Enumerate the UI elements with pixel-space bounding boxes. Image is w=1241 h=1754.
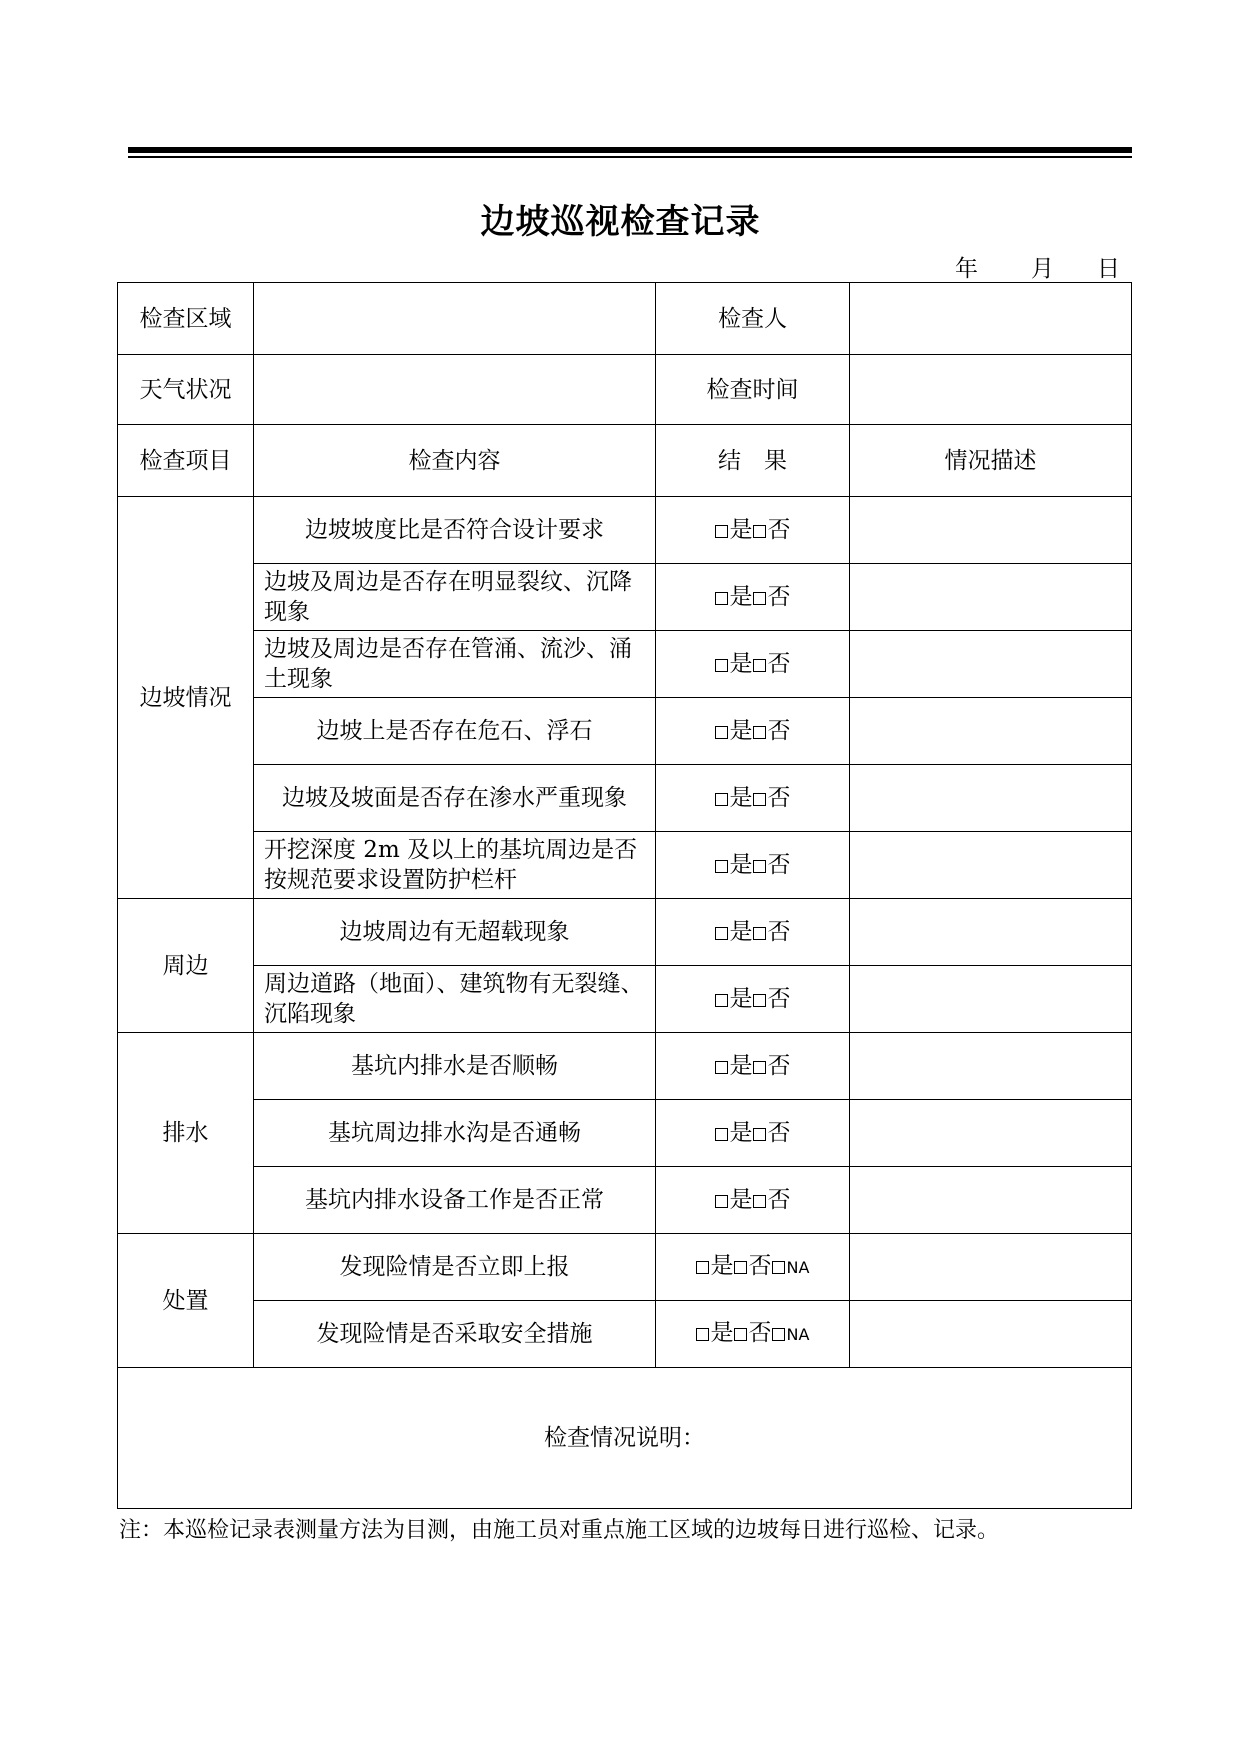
yes-checkbox[interactable] xyxy=(715,927,728,940)
result-options xyxy=(656,1301,850,1368)
group-label: 处置 xyxy=(118,1234,254,1368)
no-checkbox[interactable] xyxy=(753,592,766,605)
no-label: 否 xyxy=(767,785,791,811)
description-cell[interactable] xyxy=(850,564,1132,631)
no-checkbox[interactable] xyxy=(753,793,766,806)
yes-checkbox[interactable] xyxy=(715,525,728,538)
table-row xyxy=(118,1167,1132,1234)
result-options xyxy=(656,765,850,832)
check-content: 基坑周边排水沟是否通畅 xyxy=(254,1100,656,1167)
no-label: 否 xyxy=(767,651,791,677)
check-content: 基坑内排水设备工作是否正常 xyxy=(254,1167,656,1234)
yes-label: 是 xyxy=(729,1053,753,1079)
table-row xyxy=(118,283,1132,355)
description-cell[interactable] xyxy=(850,966,1132,1033)
description-cell[interactable] xyxy=(850,1100,1132,1167)
time-label: 检查时间 xyxy=(656,355,850,425)
na-label: NA xyxy=(786,1325,810,1344)
no-label: 否 xyxy=(767,517,791,543)
result-options xyxy=(656,1033,850,1100)
yes-checkbox[interactable] xyxy=(696,1328,709,1341)
no-label: 否 xyxy=(767,1120,791,1146)
na-checkbox[interactable] xyxy=(772,1261,785,1274)
no-checkbox[interactable] xyxy=(753,927,766,940)
area-label: 检查区域 xyxy=(118,283,254,355)
description-cell[interactable] xyxy=(850,1301,1132,1368)
description-column-header: 情况描述 xyxy=(850,425,1132,497)
result-options xyxy=(656,1167,850,1234)
yes-checkbox[interactable] xyxy=(715,793,728,806)
yes-label: 是 xyxy=(710,1320,734,1346)
table-row xyxy=(118,564,1132,631)
check-content: 周边道路（地面）、建筑物有无裂缝、沉陷现象 xyxy=(254,966,656,1033)
table-row xyxy=(118,1234,1132,1301)
item-column-header: 检查项目 xyxy=(118,425,254,497)
check-content: 发现险情是否立即上报 xyxy=(254,1234,656,1301)
no-checkbox[interactable] xyxy=(734,1328,747,1341)
date-month-label: 月 xyxy=(1031,256,1054,282)
check-content: 开挖深度 2m 及以上的基坑周边是否按规范要求设置防护栏杆 xyxy=(254,832,656,899)
no-checkbox[interactable] xyxy=(753,994,766,1007)
result-options xyxy=(656,564,850,631)
yes-label: 是 xyxy=(729,986,753,1012)
header-rule-thin xyxy=(128,156,1132,158)
no-label: 否 xyxy=(767,718,791,744)
yes-label: 是 xyxy=(729,584,753,610)
yes-checkbox[interactable] xyxy=(715,994,728,1007)
group-label: 排水 xyxy=(118,1033,254,1234)
result-options xyxy=(656,966,850,1033)
table-row xyxy=(118,698,1132,765)
table-row xyxy=(118,1033,1132,1100)
yes-checkbox[interactable] xyxy=(696,1261,709,1274)
content-column-header: 检查内容 xyxy=(254,425,656,497)
description-cell[interactable] xyxy=(850,1234,1132,1301)
yes-checkbox[interactable] xyxy=(715,860,728,873)
yes-label: 是 xyxy=(729,919,753,945)
result-options xyxy=(656,1234,850,1301)
yes-label: 是 xyxy=(729,1120,753,1146)
no-label: 否 xyxy=(748,1320,772,1346)
yes-label: 是 xyxy=(729,718,753,744)
inspection-table xyxy=(117,282,1132,1509)
description-cell[interactable] xyxy=(850,497,1132,564)
result-options xyxy=(656,497,850,564)
yes-label: 是 xyxy=(729,852,753,878)
no-checkbox[interactable] xyxy=(753,1195,766,1208)
na-checkbox[interactable] xyxy=(772,1328,785,1341)
no-checkbox[interactable] xyxy=(753,726,766,739)
yes-label: 是 xyxy=(729,517,753,543)
result-options xyxy=(656,1100,850,1167)
table-row xyxy=(118,765,1132,832)
notes-label: 检查情况说明： xyxy=(544,1425,705,1451)
date-day-label: 日 xyxy=(1097,256,1120,282)
check-content: 边坡上是否存在危石、浮石 xyxy=(254,698,656,765)
table-row xyxy=(118,1301,1132,1368)
inspector-value[interactable] xyxy=(850,283,1132,355)
table-row xyxy=(118,899,1132,966)
table-row xyxy=(118,497,1132,564)
result-options xyxy=(656,631,850,698)
description-cell[interactable] xyxy=(850,1167,1132,1234)
inspector-label: 检查人 xyxy=(656,283,850,355)
no-label: 否 xyxy=(767,1053,791,1079)
table-row xyxy=(118,832,1132,899)
table-row xyxy=(118,1100,1132,1167)
description-cell[interactable] xyxy=(850,698,1132,765)
group-label: 周边 xyxy=(118,899,254,1033)
na-label: NA xyxy=(786,1258,810,1277)
description-cell[interactable] xyxy=(850,832,1132,899)
description-cell[interactable] xyxy=(850,899,1132,966)
yes-label: 是 xyxy=(729,651,753,677)
no-checkbox[interactable] xyxy=(753,860,766,873)
check-content: 边坡及周边是否存在明显裂纹、沉降现象 xyxy=(254,564,656,631)
header-rule-thick xyxy=(128,147,1132,153)
yes-checkbox[interactable] xyxy=(715,592,728,605)
table-row xyxy=(118,355,1132,425)
weather-label: 天气状况 xyxy=(118,355,254,425)
no-checkbox[interactable] xyxy=(753,1061,766,1074)
no-checkbox[interactable] xyxy=(753,659,766,672)
notes-row xyxy=(118,1368,1132,1509)
check-content: 边坡及坡面是否存在渗水严重现象 xyxy=(254,765,656,832)
notes-cell[interactable] xyxy=(118,1368,1132,1509)
no-checkbox[interactable] xyxy=(753,1128,766,1141)
yes-label: 是 xyxy=(729,1187,753,1213)
time-value[interactable] xyxy=(850,355,1132,425)
yes-checkbox[interactable] xyxy=(715,1128,728,1141)
page-title: 边坡巡视检查记录 xyxy=(480,202,761,242)
weather-value[interactable] xyxy=(254,355,656,425)
yes-label: 是 xyxy=(710,1253,734,1279)
no-label: 否 xyxy=(767,1187,791,1213)
yes-checkbox[interactable] xyxy=(715,659,728,672)
date-year-label: 年 xyxy=(955,256,978,282)
check-content: 边坡及周边是否存在管涌、流沙、涌土现象 xyxy=(254,631,656,698)
description-cell[interactable] xyxy=(850,631,1132,698)
yes-label: 是 xyxy=(729,785,753,811)
description-cell[interactable] xyxy=(850,765,1132,832)
group-label: 边坡情况 xyxy=(118,497,254,899)
description-cell[interactable] xyxy=(850,1033,1132,1100)
no-label: 否 xyxy=(767,986,791,1012)
yes-checkbox[interactable] xyxy=(715,1061,728,1074)
result-column-header: 结 果 xyxy=(656,425,850,497)
no-label: 否 xyxy=(767,584,791,610)
yes-checkbox[interactable] xyxy=(715,726,728,739)
no-label: 否 xyxy=(767,919,791,945)
table-row xyxy=(118,631,1132,698)
check-content: 边坡周边有无超载现象 xyxy=(254,899,656,966)
result-options xyxy=(656,899,850,966)
table-row xyxy=(118,425,1132,497)
yes-checkbox[interactable] xyxy=(715,1195,728,1208)
result-options xyxy=(656,832,850,899)
area-value[interactable] xyxy=(254,283,656,355)
check-content: 边坡坡度比是否符合设计要求 xyxy=(254,497,656,564)
table-row xyxy=(118,966,1132,1033)
check-content: 基坑内排水是否顺畅 xyxy=(254,1033,656,1100)
result-options xyxy=(656,698,850,765)
no-label: 否 xyxy=(767,852,791,878)
footnote: 注：本巡检记录表测量方法为目测，由施工员对重点施工区域的边坡每日进行巡检、记录。 xyxy=(119,1518,1000,1543)
no-label: 否 xyxy=(748,1253,772,1279)
no-checkbox[interactable] xyxy=(753,525,766,538)
no-checkbox[interactable] xyxy=(734,1261,747,1274)
check-content: 发现险情是否采取安全措施 xyxy=(254,1301,656,1368)
